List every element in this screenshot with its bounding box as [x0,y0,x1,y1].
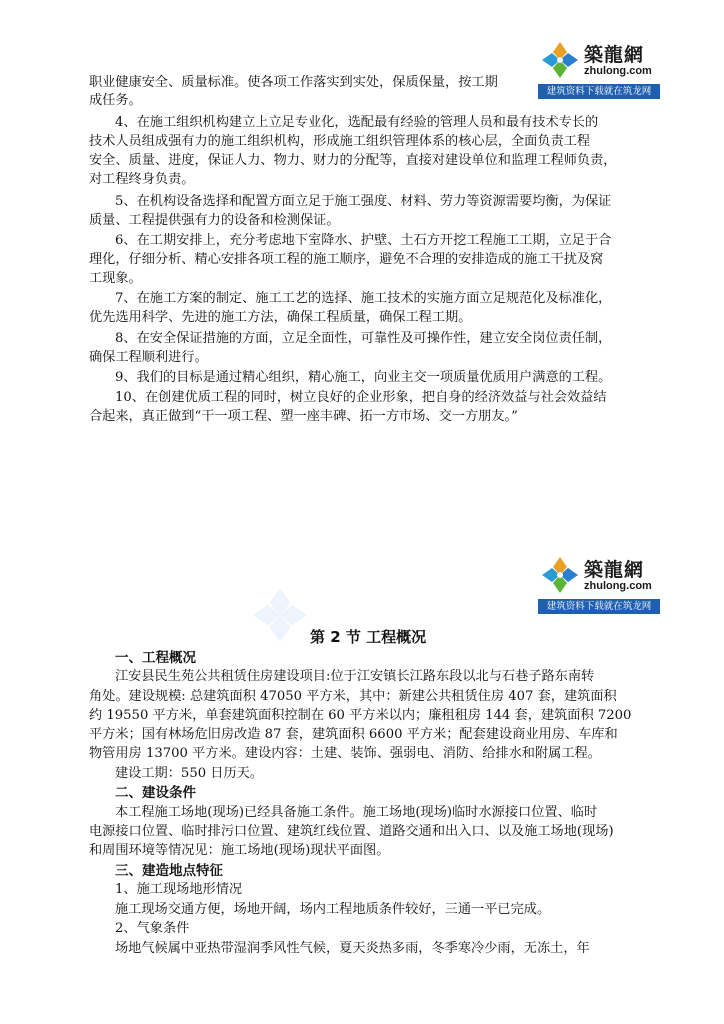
heading-conditions: 二、建设条件 [115,785,196,801]
logo-slogan: 建筑资料下载就在筑龙网 [538,599,660,614]
paragraph-line: 对工程终身负责。 [89,172,195,187]
paragraph-line: 江安县民生苑公共租赁住房建设项目:位于江安镇长江路东段以北与石巷子路东南转 [115,669,595,684]
zhulong-logo-bottom[interactable] [538,553,660,615]
paragraph-line: 电源接口位置、临时排污口位置、建筑红线位置、道路交通和出入口、以及施工场地(现场) [89,824,614,839]
paragraph-line: 8、在安全保证措施的方面，立足全面性，可靠性及可操作性，建立安全岗位责任制， [115,331,612,346]
paragraph-line: 1、施工现场地形情况 [115,882,243,897]
paragraph-line: 成任务。 [89,93,142,108]
paragraph-line: 本工程施工场地(现场)已经具备施工条件。施工场地(现场)临时水源接口位置、临时 [115,805,598,820]
paragraph-line: 优先选用科学、先进的施工方法，确保工程质量，确保工程工期。 [89,310,472,325]
paragraph-line: 质量、工程提供强有力的设备和检测保证。 [89,213,340,228]
logo-name-cn: 築龍網 [584,44,645,66]
paragraph-line: 建设工期：550 日历天。 [115,766,264,781]
paragraph-line: 平方米；国有林场危旧房改造 87 套，建筑面积 6600 平方米；配套建设商业用房、车库和 [89,727,618,742]
logo-name-en: zhulong.com [584,580,652,592]
paragraph-line: 角处。建设规模: 总建筑面积 47050 平方米，其中：新建公共租赁住房 407 套，建筑面积 [89,689,617,704]
paragraph-line: 5、在机构设备选择和配置方面立足于施工强度、材料、劳力等资源需要均衡，为保证 [115,194,612,209]
heading-overview: 一、工程概况 [115,650,196,666]
paragraph-line: 4、在施工组织机构建立上立足专业化，选配最有经验的管理人员和最有技术专长的 [115,115,599,130]
paragraph-line: 工现象。 [89,271,142,286]
watermark-icon [250,585,310,645]
paragraph-line: 合起来，真正做到“干一项工程、塑一座丰碑、拓一方市场、交一方朋友。” [89,409,518,424]
zhulong-mark-icon [540,40,580,80]
paragraph-line: 6、在工期安排上，充分考虑地下室降水、护壁、土石方开挖工程施工工期，立足于合 [115,233,612,248]
paragraph-line: 施工现场交通方便，场地开阔，场内工程地质条件较好，三通一平已完成。 [115,902,551,917]
logo-name-en: zhulong.com [584,65,652,77]
paragraph-line: 2、气象条件 [115,921,190,936]
logo-name-cn: 築龍網 [584,559,645,581]
paragraph-line: 7、在施工方案的制定、施工工艺的选择、施工技术的实施方面立足规范化及标准化， [115,291,612,306]
paragraph-line: 9、我们的目标是通过精心组织，精心施工，向业主交一项质量优质用户满意的工程。 [115,370,612,385]
paragraph-line: 理化，仔细分析、精心安排各项工程的施工顺序，避免不合理的安排造成的施工干扰及窝 [89,252,604,267]
paragraph-line: 场地气候属中亚热带湿润季风性气候，夏天炎热多雨，冬季寒冷少雨，无冻土，年 [115,941,590,956]
zhulong-logo-top[interactable] [538,38,660,100]
heading-site-features: 三、建造地点特征 [115,863,223,879]
logo-slogan: 建筑资料下载就在筑龙网 [538,84,660,99]
paragraph-line: 技术人员组成强有力的施工组织机构，形成施工组织管理体系的核心层，全面负责工程 [89,134,591,149]
section-title: 第 2 节 工程概况 [310,628,427,646]
paragraph-line: 确保工程顺利进行。 [89,350,208,365]
paragraph-line: 职业健康安全、质量标准。使各项工作落实到实处，保质保量，按工期 [89,75,498,90]
paragraph-line: 和周围环境等情况见：施工场地(现场)现状平面图。 [89,843,390,858]
paragraph-line: 约 19550 平方米，单套建筑面积控制在 60 平方米以内；廉租租房 144 套，建筑面积 7200 [89,708,632,723]
paragraph-line: 安全、质量、进度，保证人力、物力、财力的分配等，直接对建设单位和监理工程师负责， [89,153,617,168]
paragraph-line: 物管用房 13700 平方米。建设内容：土建、装饰、强弱电、消防、给排水和附属工程。 [89,746,601,761]
paragraph-line: 10、在创建优质工程的同时，树立良好的企业形象，把自身的经济效益与社会效益结 [115,390,607,405]
zhulong-mark-icon [540,555,580,595]
